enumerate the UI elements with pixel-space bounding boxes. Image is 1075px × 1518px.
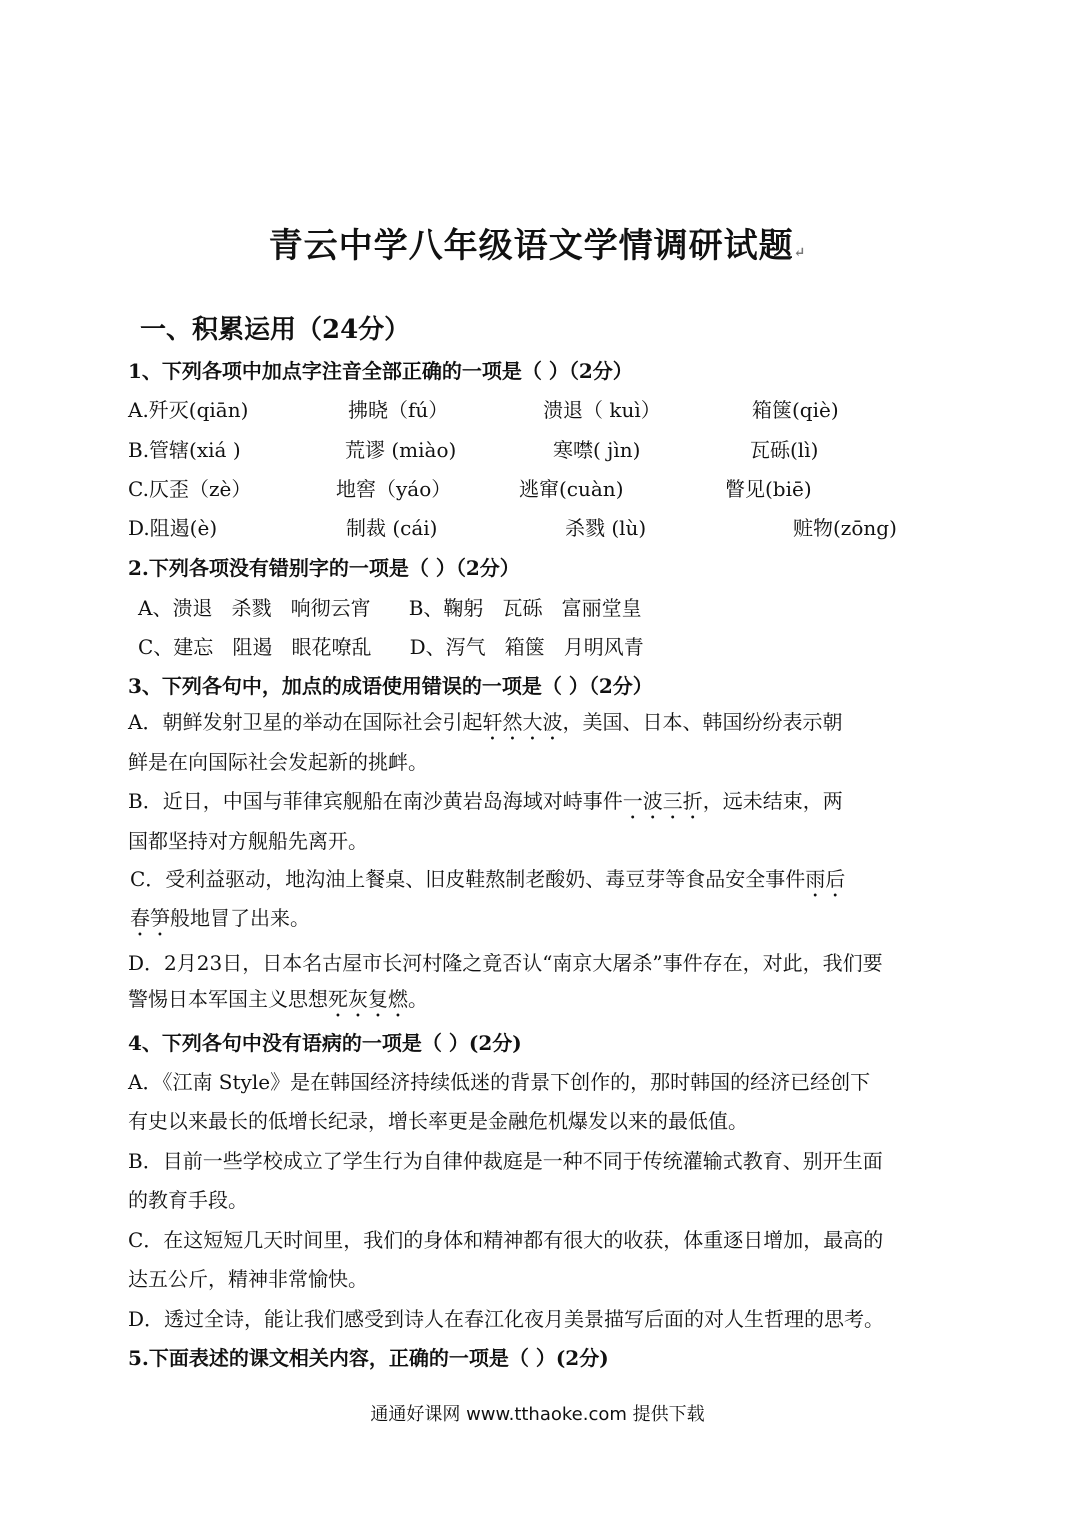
question-3-stem: 3、下列各句中，加点的成语使用错误的一项是（ ）（2分） xyxy=(128,674,653,698)
return-mark-icon: ↵ xyxy=(793,245,807,261)
q1-option: 瓦砾(lì) xyxy=(750,438,819,462)
q2-options-row: A、溃退 杀戮 响彻云宵 B、鞠躬 瓦砾 富丽堂皇 xyxy=(138,596,642,620)
q3-option-d-cont: 警惕日本军国主义思想死灰复燃。 xyxy=(128,987,428,1011)
q1-option: 溃退（ kuì） xyxy=(543,398,661,422)
q1-option: 箱箧(qiè) xyxy=(752,398,839,422)
q3-option-c: C．受利益驱动，地沟油上餐桌、旧皮鞋熬制老酸奶、毒豆芽等食品安全事件雨后 xyxy=(130,867,846,891)
q3-option-b: B．近日，中国与菲律宾舰船在南沙黄岩岛海域对峙事件一波三折，远未结束，两 xyxy=(128,789,843,813)
q2-options-row: C、建忘 阻遏 眼花嘹乱 D、泻气 箱箧 月明风青 xyxy=(138,635,644,659)
q4-line: D．透过全诗，能让我们感受到诗人在春江化夜月美景描写后面的对人生哲理的思考。 xyxy=(128,1307,885,1331)
dotted-idiom: 轩然大波 xyxy=(482,710,563,734)
q1-option: 逃窜(cuàn) xyxy=(519,477,624,501)
document-title: 青云中学八年级语文学情调研试题↵ xyxy=(268,226,807,266)
footer-credit: 通通好课网 www.tthaoke.com 提供下载 xyxy=(370,1404,705,1425)
dotted-idiom: 雨后 xyxy=(805,867,846,891)
q1-option: 拂晓（fú） xyxy=(348,398,449,422)
q1-option: 赃物(zōng) xyxy=(793,516,897,540)
q3-option-d: D．2月23日，日本名古屋市长河村隆之竟否认“南京大屠杀”事件存在，对此，我们要 xyxy=(128,951,883,975)
dotted-idiom: 春笋 xyxy=(130,906,170,930)
q1-option: 寒噤( jìn) xyxy=(553,438,641,462)
q4-line: A．《江南 Style》是在韩国经济持续低迷的背景下创作的，那时韩国的经济已经创下 xyxy=(128,1070,871,1094)
question-5-stem: 5.下面表述的课文相关内容，正确的一项是（ ）(2分) xyxy=(128,1346,609,1370)
q3-option-a: A．朝鲜发射卫星的举动在国际社会引起轩然大波，美国、日本、韩国纷纷表示朝 xyxy=(128,710,843,734)
q3-option-a-cont: 鲜是在向国际社会发起新的挑衅。 xyxy=(128,750,428,774)
question-4-stem: 4、下列各句中没有语病的一项是（ ）(2分) xyxy=(128,1031,522,1055)
question-1-stem: 1、下列各项中加点字注音全部正确的一项是（ ）（2分） xyxy=(128,359,633,383)
q4-line: C．在这短短几天时间里，我们的身体和精神都有很大的收获，体重逐日增加，最高的 xyxy=(128,1228,884,1252)
dotted-idiom: 死灰复燃 xyxy=(328,987,408,1011)
q1-option: B.管辖(xiá ) xyxy=(128,438,241,462)
q1-option: C.仄歪（zè） xyxy=(128,477,252,501)
q1-option: 杀戮 (lù) xyxy=(565,516,647,540)
q1-option: 制裁 (cái) xyxy=(346,516,438,540)
q4-line: 的教育手段。 xyxy=(128,1188,248,1212)
q1-option: D.阻遏(è) xyxy=(128,516,218,540)
q3-option-c-cont: 春笋般地冒了出来。 xyxy=(130,906,310,930)
q4-line: B．目前一些学校成立了学生行为自律仲裁庭是一种不同于传统灌输式教育、别开生面 xyxy=(128,1149,883,1173)
dotted-idiom: 一波三折 xyxy=(622,789,703,813)
section-heading: 一、积累运用（24分） xyxy=(140,315,411,345)
q1-option: A.歼灭(qiān) xyxy=(128,398,249,422)
q1-option: 荒谬 (miào) xyxy=(345,438,457,462)
q4-line: 有史以来最长的低增长纪录，增长率更是金融危机爆发以来的最低值。 xyxy=(128,1109,748,1133)
q4-line: 达五公斤，精神非常愉快。 xyxy=(128,1267,368,1291)
q1-option: 地窖（yáo） xyxy=(336,477,452,501)
q3-option-b-cont: 国都坚持对方舰船先离开。 xyxy=(128,829,368,853)
question-2-stem: 2.下列各项没有错别字的一项是（ ）（2分） xyxy=(128,556,520,580)
q1-option: 瞥见(biē) xyxy=(725,477,812,501)
